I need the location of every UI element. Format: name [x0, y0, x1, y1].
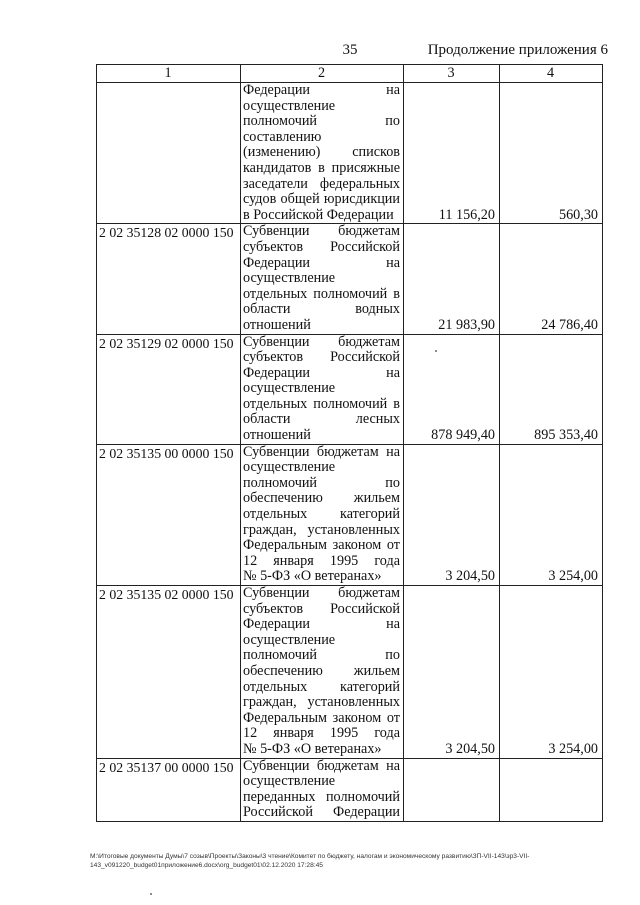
budget-code-cell: 2 02 35135 00 0000 150 [97, 444, 241, 585]
scan-speck [435, 350, 437, 352]
description-line: в Российской Федерации [243, 206, 394, 223]
amount-year2-cell: 3 254,00 [500, 444, 603, 585]
description-line: отношений [243, 316, 311, 333]
description-line: отдельных полномочий в [243, 285, 400, 302]
description-line: Федеральным законом от [243, 709, 400, 726]
amount-year2-cell: 895 353,40 [500, 334, 603, 444]
description-line: Субвенции бюджетам [243, 585, 400, 601]
description-cell [241, 224, 404, 334]
description-line: обеспечению жильем [243, 662, 400, 679]
description-line: составлению [243, 128, 322, 145]
budget-table [96, 64, 603, 822]
description-line: субъектов Российской [243, 238, 400, 255]
document-file-path: М:\Итоговые документы Думы\7 созыв\Проекты\Законы\3 чтение\Комитет по бюджету, налогам и экономическому развитию\ЗП-VII-143\зр3-VII-143_v091220_budget01приложение6.docx\org_budget01\02.12.2020 17:28:45 [90, 853, 530, 869]
budget-code-cell: 2 02 35135 02 0000 150 [97, 586, 241, 759]
description-line: Субвенции бюджетам [243, 333, 400, 350]
description-line: Федеральным законом от [243, 537, 400, 554]
description-cell [241, 586, 404, 759]
table-header [97, 65, 603, 83]
description-line: заседатели федеральных [243, 175, 400, 192]
description-line: судов общей юрисдикции [243, 191, 400, 208]
description-line: Субвенции бюджетам на [243, 443, 400, 460]
column-header-4: 4 [500, 65, 603, 83]
table-row [97, 586, 603, 759]
description-line: отдельных категорий [243, 506, 400, 523]
amount-year1-cell: 21 983,90 [404, 224, 500, 334]
description-line: осуществление [243, 380, 336, 397]
budget-code-cell: 2 02 35137 00 0000 150 [97, 758, 241, 821]
description-line: граждан, установленных [243, 521, 400, 538]
description-line: 12 января 1995 года [243, 725, 400, 742]
description-line: (изменению) списков [243, 144, 400, 161]
description-line: граждан, установленных [243, 694, 400, 711]
amount-year1-cell: 3 204,50 [404, 444, 500, 585]
description-line: отдельных категорий [243, 678, 400, 695]
budget-code-cell [97, 83, 241, 224]
description-line: обеспечению жильем [243, 490, 400, 507]
description-line: полномочий по [243, 474, 400, 491]
amount-year2-cell: 3 254,00 [500, 586, 603, 759]
description-line: переданных полномочий [243, 788, 400, 805]
page-number: 35 [342, 42, 358, 58]
table-row [97, 224, 603, 334]
table-row [97, 334, 603, 444]
description-line: отношений [243, 427, 311, 444]
description-line: субъектов Российской [243, 600, 400, 617]
column-header-3: 3 [404, 65, 500, 83]
description-line: осуществление [243, 270, 336, 287]
description-cell [241, 83, 404, 224]
amount-year1-cell: 878 949,40 [404, 334, 500, 444]
description-line: Федерации на [243, 254, 400, 271]
description-line: полномочий по [243, 647, 400, 664]
description-cell [241, 444, 404, 585]
description-line: Российской Федерации [243, 804, 400, 821]
description-line: Федерации на [243, 616, 400, 633]
description-line: Субвенции бюджетам на [243, 757, 400, 774]
column-header-2: 2 [241, 65, 404, 83]
description-line: Федерации на [243, 82, 400, 98]
amount-year1-cell [404, 758, 500, 821]
budget-code-cell: 2 02 35128 02 0000 150 [97, 224, 241, 334]
amount-year1-cell: 3 204,50 [404, 586, 500, 759]
description-line: Федерации на [243, 364, 400, 381]
amount-year2-cell [500, 758, 603, 821]
description-line: 12 января 1995 года [243, 552, 400, 569]
description-line: субъектов Российской [243, 349, 400, 366]
description-line: № 5-ФЗ «О ветеранах» [243, 740, 382, 757]
description-line: осуществление [243, 97, 336, 114]
table-row [97, 83, 603, 224]
description-line: области водных [243, 301, 400, 318]
description-line: отдельных полномочий в [243, 395, 400, 412]
budget-code-cell: 2 02 35129 02 0000 150 [97, 334, 241, 444]
description-line: осуществление [243, 773, 336, 790]
table-row [97, 758, 603, 821]
description-line: № 5-ФЗ «О ветеранах» [243, 568, 382, 585]
table-row [97, 444, 603, 585]
amount-year1-cell: 11 156,20 [404, 83, 500, 224]
description-line: области лесных [243, 411, 400, 428]
description-line: Субвенции бюджетам [243, 223, 400, 240]
description-line: кандидатов в присяжные [243, 159, 400, 176]
column-header-1: 1 [97, 65, 241, 83]
table-body [97, 83, 603, 822]
appendix-continuation-label: Продолжение приложения 6 [427, 42, 608, 58]
description-cell [241, 758, 404, 821]
description-line: полномочий по [243, 113, 400, 130]
scan-speck [150, 893, 152, 895]
column-number-row [97, 65, 603, 83]
amount-year2-cell: 560,30 [500, 83, 603, 224]
amount-year2-cell: 24 786,40 [500, 224, 603, 334]
description-cell [241, 334, 404, 444]
description-line: осуществление [243, 459, 336, 476]
description-line: осуществление [243, 631, 336, 648]
